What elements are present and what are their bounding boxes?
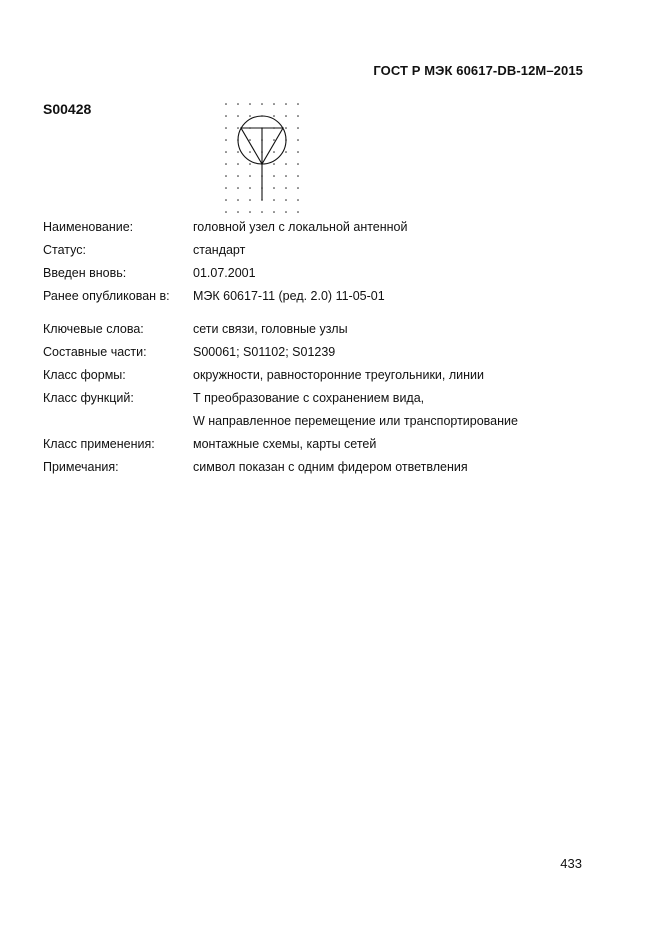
property-value: 01.07.2001 bbox=[193, 266, 256, 280]
property-row-notes bbox=[43, 456, 603, 479]
page-number: 433 bbox=[560, 856, 582, 871]
property-value: W направленное перемещение или транспортирование bbox=[193, 414, 518, 428]
property-label: Статус: bbox=[43, 243, 86, 257]
property-row-components bbox=[43, 341, 603, 364]
property-label: Ключевые слова: bbox=[43, 322, 144, 336]
property-value: символ показан с одним фидером ответвления bbox=[193, 460, 468, 474]
property-value: монтажные схемы, карты сетей bbox=[193, 437, 377, 451]
property-label: Ранее опубликован в: bbox=[43, 289, 170, 303]
property-row-shape-class bbox=[43, 364, 603, 387]
property-label: Класс применения: bbox=[43, 437, 155, 451]
property-row-previously-published bbox=[43, 285, 603, 308]
symbol-code: S00428 bbox=[43, 101, 92, 117]
symbol-lines bbox=[238, 116, 286, 200]
property-value: окружности, равносторонние треугольники, линии bbox=[193, 368, 484, 382]
property-row-application-class bbox=[43, 433, 603, 456]
property-value: МЭК 60617-11 (ред. 2.0) 11-05-01 bbox=[193, 289, 385, 303]
property-value: головной узел с локальной антенной bbox=[193, 220, 408, 234]
property-label: Составные части: bbox=[43, 345, 147, 359]
property-value: S00061; S01102; S01239 bbox=[193, 345, 336, 359]
standard-code-header: ГОСТ Р МЭК 60617-DB-12M–2015 bbox=[373, 63, 583, 78]
property-row-name bbox=[43, 216, 603, 239]
property-row-introduced bbox=[43, 262, 603, 285]
property-label: Примечания: bbox=[43, 460, 119, 474]
property-label: Класс функций: bbox=[43, 391, 134, 405]
property-row-status bbox=[43, 239, 603, 262]
property-label: Введен вновь: bbox=[43, 266, 127, 280]
property-label: Наименование: bbox=[43, 220, 134, 234]
property-value: стандарт bbox=[193, 243, 246, 257]
property-label: Класс формы: bbox=[43, 368, 126, 382]
property-row-keywords bbox=[43, 318, 603, 341]
headend-local-antenna-symbol-icon bbox=[218, 98, 306, 216]
property-label bbox=[43, 410, 193, 433]
symbol-properties bbox=[43, 216, 603, 479]
section-gap bbox=[43, 308, 603, 318]
property-value: Т преобразование с сохранением вида, bbox=[193, 391, 425, 405]
property-row-function-class-continued bbox=[43, 410, 603, 433]
property-value: сети связи, головные узлы bbox=[193, 322, 348, 336]
property-row-function-class bbox=[43, 387, 603, 410]
